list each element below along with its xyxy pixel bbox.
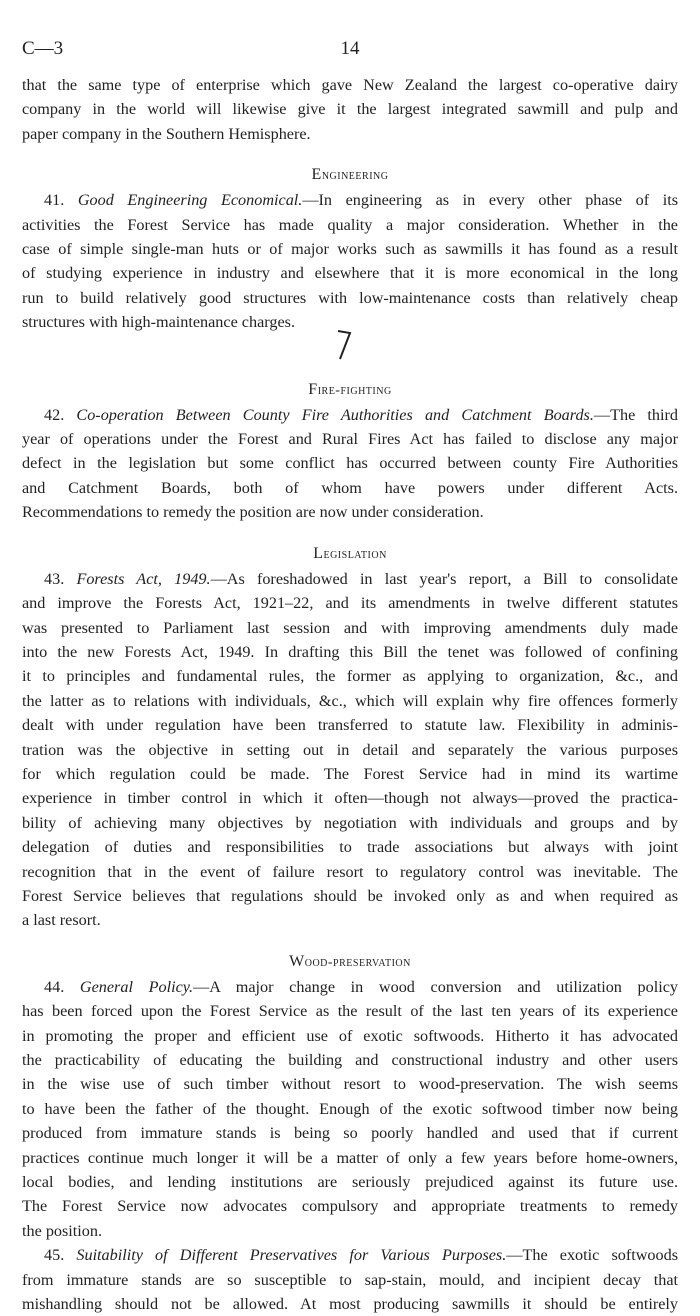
text-line: structures with high-maintenance charges. [22, 313, 295, 332]
text-line: tration was the objective in setting out in detail and separately the various purposes [22, 740, 678, 759]
document-code: C—3 [22, 38, 64, 59]
paragraph-first-line [22, 188, 678, 212]
text-line: defect in the legislation but some conflict has occurred between county Fire Authorities [22, 454, 678, 473]
text-line: to have been the father of the thought. Enough of the exotic softwood timber now being [22, 1099, 678, 1118]
text-line: the position. [22, 1221, 103, 1240]
text-line: into the new Forests Act, 1949. In drafting this Bill the tenet was followed of confining [22, 642, 678, 661]
text-line: case of simple single-man huts or of major works such as sawmills it has found as a result [22, 240, 678, 259]
text-line: mishandling should not be allowed. At most producing sawmills it should be entirely [22, 1295, 678, 1314]
text-line: it to principles and fundamental rules, the former as applying to organization, &c., and [22, 667, 678, 686]
text-line: Recommendations to remedy the position are now under consideration. [22, 503, 484, 522]
text-line: experience in timber control in which it often—though not always—proved the practica- [22, 789, 678, 808]
text-line: that the same type of enterprise which gave New Zealand the largest co-operative dairy [22, 76, 678, 94]
page-number: 14 [340, 38, 360, 59]
text-line: activities the Forest Service has made quality a major consideration. Whether in the [22, 215, 678, 234]
paragraph-number: 43. [44, 569, 65, 588]
text-line: has been forced upon the Forest Service as the result of the last ten years of its experience [22, 1002, 678, 1021]
paragraph-title: General Policy. [79, 977, 194, 996]
section-heading: Fire-fighting [308, 380, 392, 398]
paragraph-number: 42. [44, 405, 65, 424]
paragraph-title: Good Engineering Economical. [77, 191, 303, 210]
section-wood-preservation [22, 950, 678, 1243]
section-heading: Wood-preservation [289, 952, 411, 970]
text-line: paper company in the Southern Hemisphere. [22, 124, 311, 143]
paragraph-number: 45. [44, 1246, 65, 1265]
text-line: the latter as to relations with individuals, &c., which will explain why fire offences formerly [22, 691, 678, 710]
text-line: Forest Service believes that regulations should be invoked only as and when required as [22, 886, 678, 905]
page-body [22, 73, 678, 1316]
text: —As foreshadowed in last year's report, a Bill to consolidate [210, 569, 678, 588]
text-line: the practicability of educating the building and constructional industry and other users [22, 1051, 678, 1069]
text-line: was presented to Parliament last session and with improving amendments duly made [22, 618, 678, 637]
section-continued [22, 1243, 678, 1316]
text-line: run to build relatively good structures with low-maintenance costs than relatively cheap [22, 288, 678, 307]
paragraph-number: 44. [44, 977, 65, 996]
text-line: recognition that in the event of failure resort to regulatory control was inevitable. The [22, 862, 678, 881]
text: —In engineering as in every other phase of its [302, 191, 679, 210]
text-line: for which regulation could be made. The Forest Service had in mind its wartime [22, 764, 678, 783]
section-engineering [22, 163, 678, 360]
text-line: in the wise use of such timber without resort to wood-preservation. The wish seems [22, 1075, 678, 1094]
section-heading: Legislation [313, 544, 387, 562]
text-line: bility of achieving many objectives by negotiation with individuals and groups and by [22, 813, 678, 832]
paragraph-title: Co-operation Between County Fire Authorities and Catchment Boards. [76, 405, 594, 424]
text-line: in promoting the proper and efficient use of exotic softwoods. Hitherto it has advocated [22, 1026, 678, 1045]
text-line: dealt with under regulation have been transferred to statute law. Flexibility in adminis- [22, 716, 678, 735]
intro-paragraph [22, 73, 678, 146]
text-line: local bodies, and lending institutions are seriously prejudiced against its future use. [22, 1173, 678, 1192]
text-line: and improve the Forests Act, 1921–22, and its amendments in twelve different statutes [22, 594, 678, 613]
section-heading: Engineering [311, 166, 389, 184]
text-line: produced from immature stands is being so poorly handled and used that if current [22, 1124, 678, 1143]
section-legislation [22, 542, 678, 933]
text-line: delegation of duties and responsibilities to trade associations but always with joint [22, 838, 678, 857]
section-fire-fighting [22, 378, 678, 525]
text: —The third [593, 405, 678, 424]
text-line: from immature stands are so susceptible to sap-stain, mould, and incipient decay that [22, 1270, 678, 1289]
text-line: The Forest Service now advocates compulsory and appropriate treatments to remedy [22, 1197, 678, 1216]
paragraph-number: 41. [44, 191, 65, 210]
text-line: a last resort. [22, 911, 101, 930]
text: —A major change in wood conversion and utilization policy [193, 977, 679, 996]
paragraph-first-line [22, 567, 678, 591]
paragraph-title: Forests Act, 1949. [76, 569, 211, 588]
paragraph-first-line [22, 975, 678, 999]
text-line: company in the world will likewise give it the largest integrated sawmill and pulp and [22, 100, 678, 119]
text-line: year of operations under the Forest and Rural Fires Act has failed to disclose any major [22, 430, 678, 449]
paragraph-first-line [22, 1243, 678, 1267]
handwritten-mark [22, 335, 678, 361]
text-line: and Catchment Boards, both of whom have powers under different Acts. [22, 478, 678, 497]
text-line: practices continue much longer it will be a matter of only a few years before home-owners, [22, 1148, 678, 1167]
paragraph-first-line [22, 403, 678, 427]
text: —The exotic softwoods [506, 1246, 678, 1265]
paragraph-title: Suitability of Different Preservatives for Various Purposes. [76, 1246, 507, 1265]
text-line: of studying experience in industry and elsewhere that it is more economical in the long [22, 264, 678, 283]
